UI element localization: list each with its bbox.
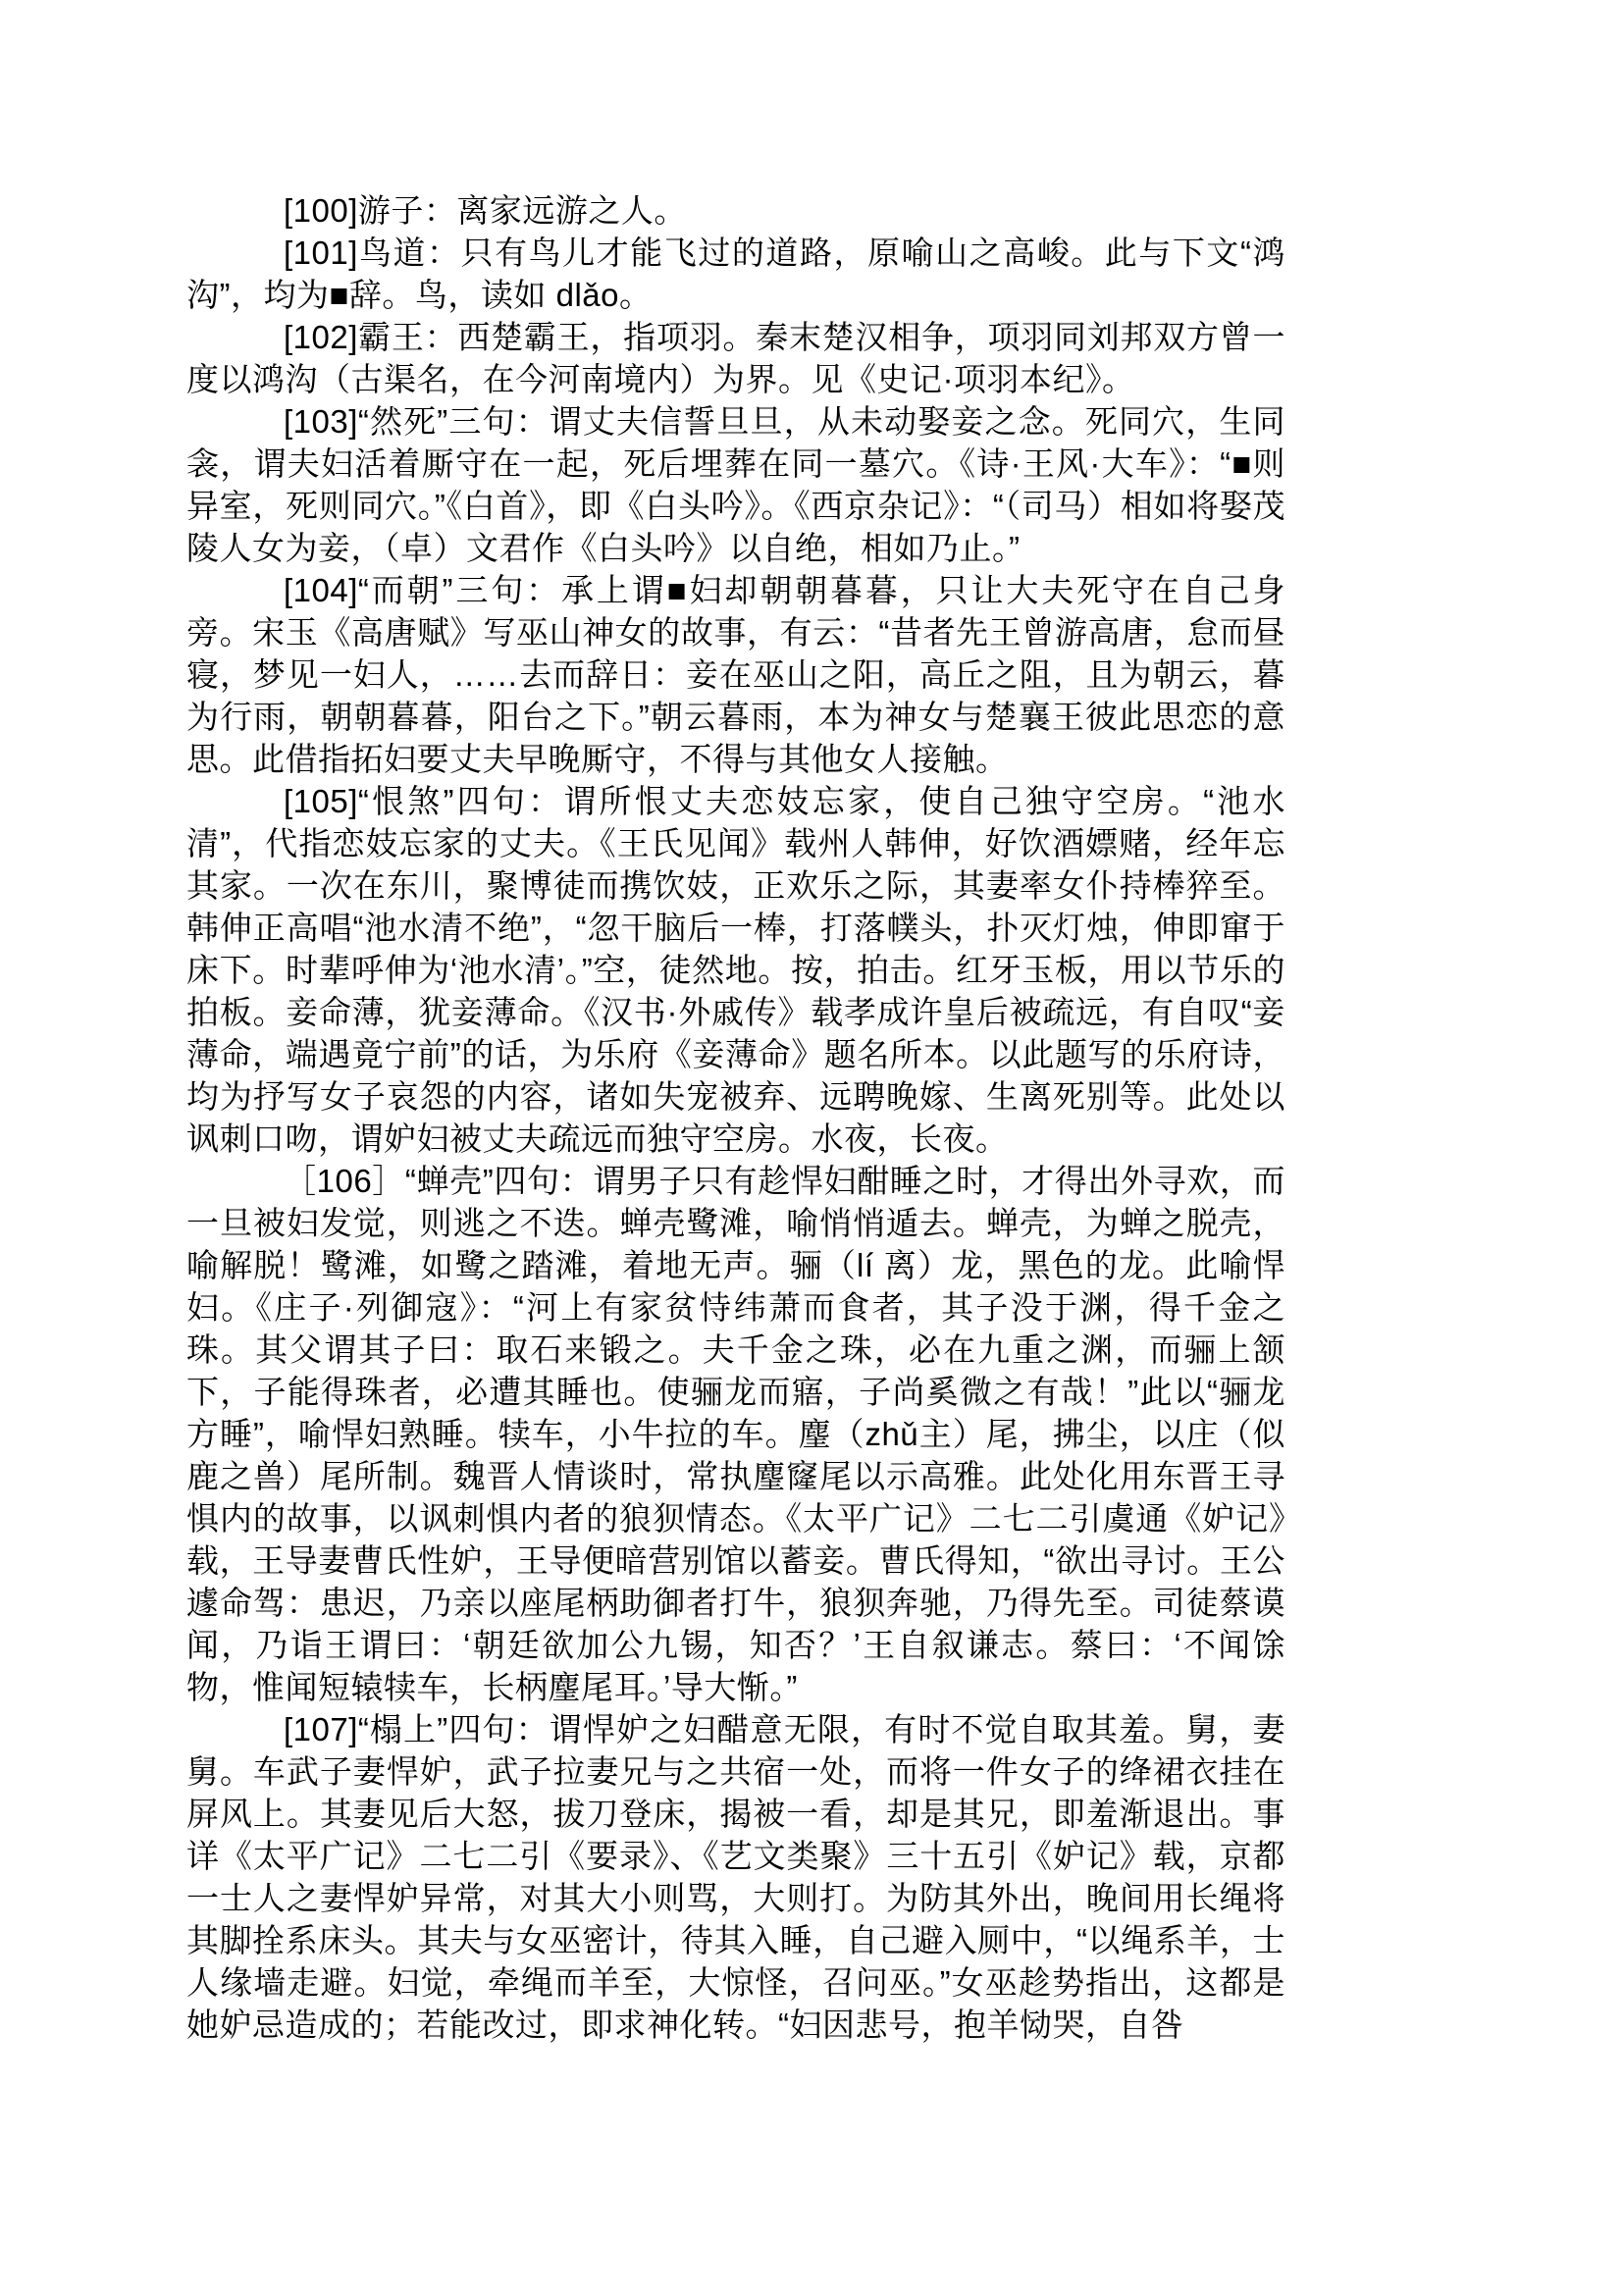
annotations-block	[186, 189, 1285, 2046]
footnote-104-text: “而朝”三句：承上谓■妇却朝朝暮暮，只让大夫死守在自己身旁。宋玉《高唐赋》写巫山神女的故事，有云：“昔者先王曾游高唐，怠而昼寝，梦见一妇人，……去而辞日：妾在巫山之阳，高丘之阻，且为朝云，暮为行雨，朝朝暮暮，阳台之下。”朝云暮雨，本为神女与楚襄王彼此思恋的意思。此借指拓妇要丈夫早晚厮守，不得与其他女人接触。	[186, 572, 1285, 777]
footnote-105-text: “恨煞”四句：谓所恨丈夫恋妓忘家，使自己独守空房。“池水清”，代指恋妓忘家的丈夫。《王氏见闻》载州人韩伸，好饮酒嫖赌，经年忘其家。一次在东川，聚博徒而携饮妓，正欢乐之际，其妻率女仆持棒猝至。韩伸正高唱“池水清不绝”，“忽干脑后一棒，打落幞头，扑灭灯烛，伸即窜于床下。时辈呼伸为‘池水清’。”空，徒然地。按，拍击。红牙玉板，用以节乐的拍板。妾命薄，犹妾薄命。《汉书·外戚传》载孝成许皇后被疏远，有自叹“妾薄命，端遇竟宁前”的话，为乐府《妾薄命》题名所本。以此题写的乐府诗，均为抒写女子哀怨的内容，诸如失宠被弃、远聘晚嫁、生离死别等。此处以讽刺口吻，谓妒妇被丈夫疏远而独守空房。水夜，长夜。	[186, 783, 1285, 1157]
footnote-100-number: [100]	[284, 192, 358, 229]
footnote-100-text: 游子：离家远游之人。	[357, 192, 687, 229]
footnote-103-text: “然死”三句：谓丈夫信誓旦旦，从未动娶妾之念。死同穴，生同衾，谓夫妇活着厮守在一起，死后埋葬在同一墓穴。《诗·王风·大车》：“■则异室，死则同穴。”《白首》，即《白头吟》。《西京杂记》：“（司马）相如将娶茂陵人女为妾，（卓）文君作《白头吟》以自绝，相如乃止。”	[186, 403, 1285, 566]
footnote-103	[186, 400, 1285, 569]
footnote-102-number: [102]	[284, 319, 358, 355]
footnote-103-number: [103]	[284, 403, 358, 440]
footnote-101-number: [101]	[284, 235, 358, 271]
footnote-102-text: 霸王：西楚霸王，指项羽。秦末楚汉相争，项羽同刘邦双方曾一度以鸿沟（古渠名，在今河南境内）为界。见《史记·项羽本纪》。	[186, 319, 1285, 397]
footnote-107-number: [107]	[284, 1711, 358, 1747]
footnote-107-text: “榻上”四句：谓悍妒之妇醋意无限，有时不觉自取其羞。舅，妻舅。车武子妻悍妒，武子拉妻兄与之共宿一处，而将一件女子的绛裙衣挂在屏风上。其妻见后大怒，拔刀登床，揭被一看，却是其兄，即羞渐退出。事详《太平广记》二七二引《要录》、《艺文类聚》三十五引《妒记》载，京都一士人之妻悍妒异常，对其大小则骂，大则打。为防其外出，晚间用长绳将其脚拴系床头。其夫与女巫密计，待其入睡，自己避入厕中，“以绳系羊，士人缘墙走避。妇觉，牵绳而羊至，大惊怪，召问巫。”女巫趁势指出，这都是她妒忌造成的；若能改过，即求神化转。“妇因悲号，抱羊恸哭，自咎	[186, 1711, 1285, 2043]
footnote-104	[186, 569, 1285, 780]
footnote-102	[186, 316, 1285, 400]
footnote-104-number: [104]	[284, 572, 358, 608]
footnote-107	[186, 1708, 1285, 2046]
footnote-106	[186, 1160, 1285, 1708]
footnote-101-text: 鸟道：只有鸟儿才能飞过的道路，原喻山之高峻。此与下文“鸿沟”，均为■辞。鸟，读如 dlǎo。	[186, 235, 1285, 313]
footnote-100	[186, 189, 1285, 232]
footnote-101	[186, 232, 1285, 316]
footnote-106-text: “蝉壳”四句：谓男子只有趁悍妇酣睡之时，才得出外寻欢，而一旦被妇发觉，则逃之不迭。蝉壳鹭滩，喻悄悄遁去。蝉壳，为蝉之脱壳，喻解脱！鹭滩，如鹭之踏滩，着地无声。骊（lí 离）龙，黑色的龙。此喻悍妇。《庄子·列御寇》：“河上有家贫恃纬萧而食者，其子没于渊，得千金之珠。其父谓其子曰：取石来锻之。夫千金之珠，必在九重之渊，而骊上颔下，子能得珠者，必遭其睡也。使骊龙而寤，子尚奚微之有哉！”此以“骊龙方睡”，喻悍妇熟睡。犊车，小牛拉的车。麈（zhǔ主）尾，拂尘，以庄（似鹿之兽）尾所制。魏晋人情谈时，常执麈窿尾以示高雅。此处化用东晋王寻惧内的故事，以讽刺惧内者的狼狈情态。《太平广记》二七二引虞通《妒记》载，王导妻曹氏性妒，王导便暗营别馆以蓄妾。曹氏得知，“欲出寻讨。王公遽命驾：患迟，乃亲以座尾柄助御者打牛，狼狈奔驰，乃得先至。司徒蔡谟闻，乃诣王谓曰：‘朝廷欲加公九锡，知否？’王自叙谦志。蔡曰：‘不闻馀物，惟闻短辕犊车，长柄麈尾耳。’导大惭。”	[186, 1163, 1285, 1705]
footnote-105	[186, 780, 1285, 1160]
footnote-105-number: [105]	[284, 783, 358, 819]
footnote-106-number: ［106］	[284, 1163, 405, 1199]
